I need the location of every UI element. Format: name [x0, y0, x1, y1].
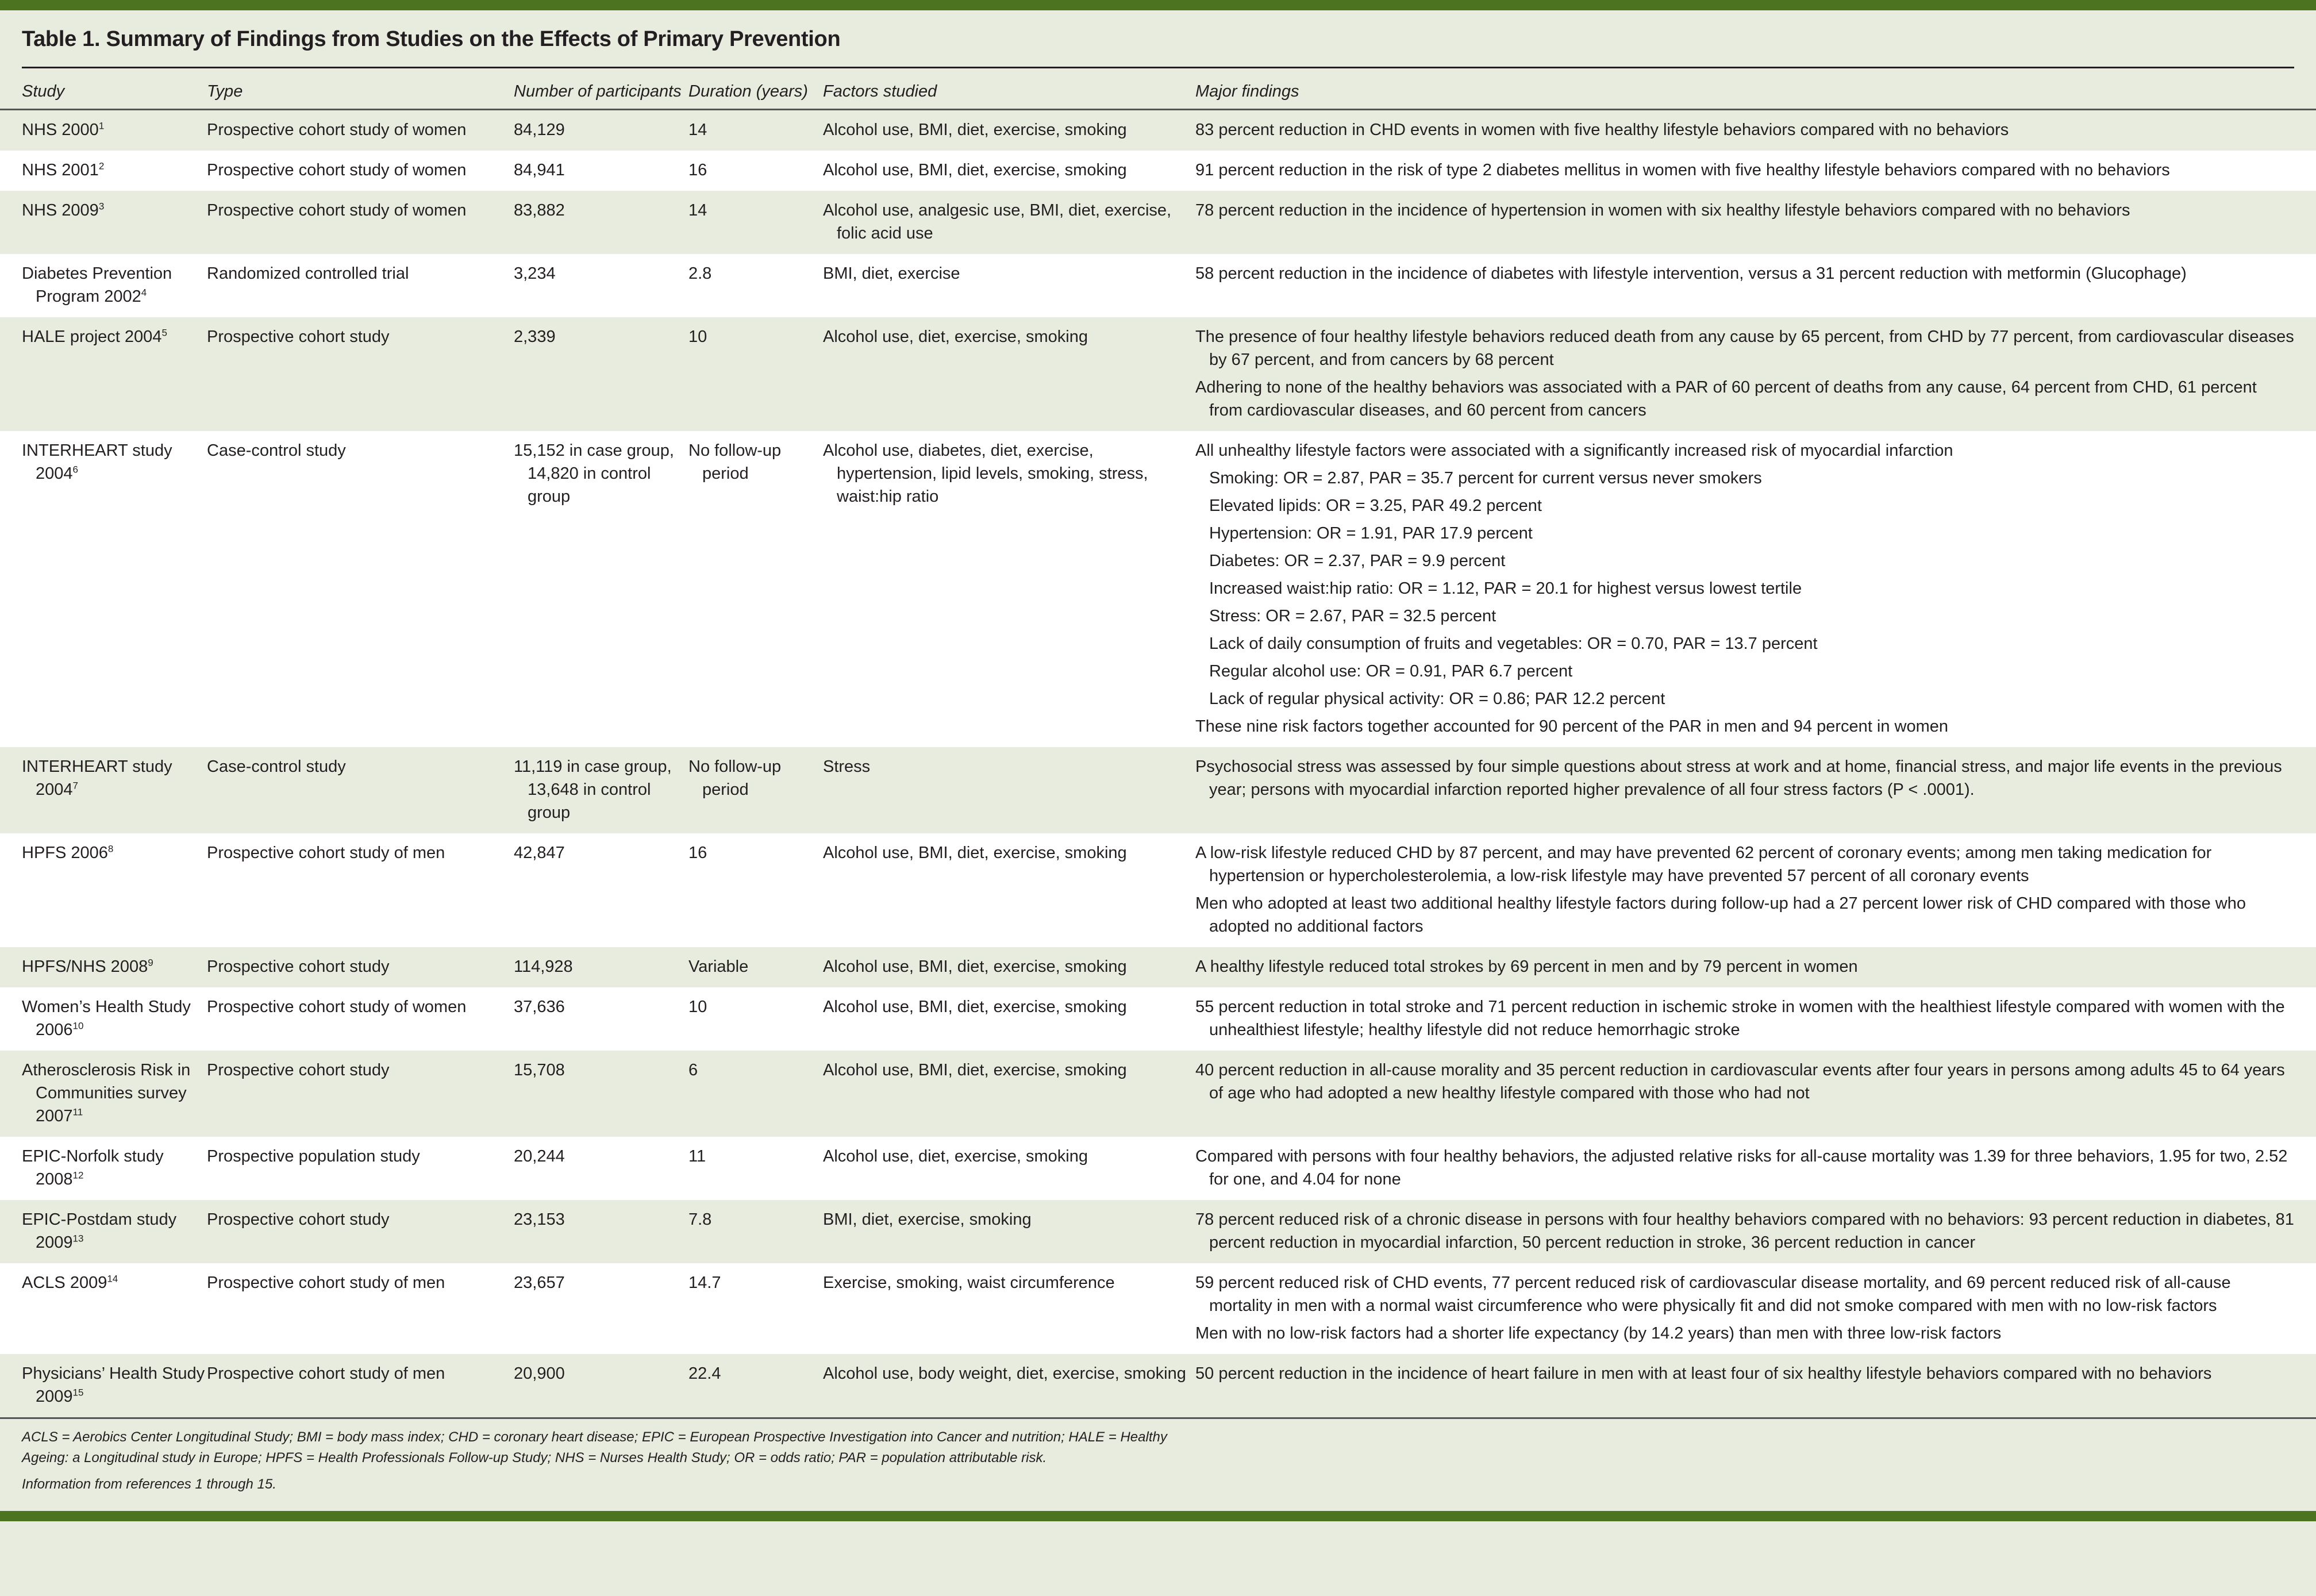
study-cell	[0, 1354, 207, 1418]
findings-cell	[1195, 431, 2316, 747]
study-cell	[0, 191, 207, 254]
study-cell	[0, 1200, 207, 1263]
factors-studied-cell	[823, 1137, 1195, 1200]
table-row	[0, 317, 2316, 431]
finding-item: Psychosocial stress was assessed by four simple questions about stress at work and at home, financial stress, and major life events in the previous year; persons with myocardial infarction reported higher prevalence of all four stress factors (P < .0001).	[1195, 757, 2282, 799]
study-type-cell	[207, 833, 514, 947]
study-type: Randomized controlled trial	[207, 264, 409, 283]
participants: 84,129	[514, 121, 565, 139]
duration: No follow-up period	[688, 757, 782, 799]
table-row	[0, 1200, 2316, 1263]
duration-cell	[688, 191, 823, 254]
participants-cell	[514, 151, 688, 191]
factors-studied-cell	[823, 987, 1195, 1051]
study-name-wrap	[22, 955, 207, 978]
participants-cell	[514, 317, 688, 431]
table-row	[0, 110, 2316, 151]
study-type: Prospective cohort study of men	[207, 1364, 445, 1383]
finding-item: 91 percent reduction in the risk of type 2 diabetes mellitus in women with five healthy lifestyle behaviors compared with no behaviors	[1195, 161, 2170, 179]
study-name-wrap	[22, 262, 207, 308]
participants-cell	[514, 833, 688, 947]
bottom-accent-bar	[0, 1511, 2316, 1521]
findings-cell	[1195, 833, 2316, 947]
duration: 14.7	[688, 1274, 721, 1292]
finding-item: 55 percent reduction in total stroke and 71 percent reduction in ischemic stroke in women with the healthiest lifestyle compared with women with the unhealthiest lifestyle; healthy lifestyle did not reduce hemorrhagic stroke	[1195, 998, 2285, 1039]
study-name-wrap	[22, 199, 207, 222]
study-name: Atherosclerosis Risk in Communities survey 2007	[22, 1061, 191, 1125]
reference-number: 8	[107, 843, 114, 855]
table-row	[0, 1354, 2316, 1418]
study-name: INTERHEART study 2004	[22, 441, 172, 483]
study-type: Case-control study	[207, 757, 346, 776]
table-row	[0, 833, 2316, 947]
participants-cell	[514, 110, 688, 151]
reference-number: 2	[98, 160, 105, 172]
study-name: INTERHEART study 2004	[22, 757, 172, 799]
participants: 42,847	[514, 844, 565, 862]
finding-item: Compared with persons with four healthy behaviors, the adjusted relative risks for all-cause mortality was 1.39 for three behaviors, 1.95 for two, 2.52 for one, and 4.04 for none	[1195, 1147, 2288, 1189]
reference-number: 13	[72, 1233, 84, 1244]
participants-cell	[514, 1200, 688, 1263]
duration: 7.8	[688, 1210, 712, 1229]
findings-cell	[1195, 747, 2316, 833]
finding-item: 78 percent reduction in the incidence of hypertension in women with six healthy lifestyle behaviors compared with no behaviors	[1195, 201, 2130, 220]
factors-studied: BMI, diet, exercise	[823, 264, 960, 283]
table-row	[0, 947, 2316, 987]
study-name: HALE project 2004	[22, 328, 162, 346]
participants-cell	[514, 1137, 688, 1200]
study-type-cell	[207, 191, 514, 254]
participants-cell	[514, 1263, 688, 1354]
factors-studied-cell	[823, 191, 1195, 254]
study-type-cell	[207, 987, 514, 1051]
study-cell	[0, 1263, 207, 1354]
findings-cell	[1195, 1354, 2316, 1418]
reference-number: 6	[72, 464, 78, 475]
title-rule	[22, 67, 2294, 68]
duration: 16	[688, 844, 707, 862]
finding-item: Hypertension: OR = 1.91, PAR 17.9 percent	[1209, 524, 1533, 543]
study-type-cell	[207, 947, 514, 987]
factors-studied: Alcohol use, BMI, diet, exercise, smoking	[823, 998, 1127, 1016]
study-name: NHS 2000	[22, 121, 99, 139]
table-row	[0, 987, 2316, 1051]
factors-studied: Alcohol use, BMI, diet, exercise, smoking	[823, 161, 1127, 179]
factors-studied-cell	[823, 151, 1195, 191]
findings-cell	[1195, 1051, 2316, 1137]
abbreviations-note: ACLS = Aerobics Center Longitudinal Study; BMI = body mass index; CHD = coronary heart disease; EPIC = European Prospective Investigation into Cancer and nutrition; HALE = Healthy Ageing: a Longitudinal study in Europe; HPFS = Health Professionals Follow-up Study; NHS = Nurses Health Study; OR = odds ratio; PAR = population attributable risk.	[22, 1429, 1167, 1466]
study-name-wrap	[22, 439, 207, 485]
study-type-cell	[207, 431, 514, 747]
findings-table	[0, 73, 2316, 1419]
findings-cell	[1195, 1137, 2316, 1200]
duration: 16	[688, 161, 707, 179]
participants: 37,636	[514, 998, 565, 1016]
finding-item: Stress: OR = 2.67, PAR = 32.5 percent	[1209, 607, 1496, 625]
factors-studied-cell	[823, 110, 1195, 151]
reference-number: 10	[72, 1020, 84, 1032]
factors-studied: Alcohol use, analgesic use, BMI, diet, exercise, folic acid use	[823, 201, 1172, 243]
participants-cell	[514, 747, 688, 833]
factors-studied-cell	[823, 1200, 1195, 1263]
finding-item: Elevated lipids: OR = 3.25, PAR 49.2 percent	[1209, 497, 1542, 515]
finding-item: Regular alcohol use: OR = 0.91, PAR 6.7 percent	[1209, 662, 1573, 680]
participants-cell	[514, 191, 688, 254]
table-title: Table 1. Summary of Findings from Studies on the Effects of Primary Prevention	[22, 27, 841, 51]
table-row	[0, 431, 2316, 747]
study-name: EPIC-Norfolk study 2008	[22, 1147, 164, 1189]
factors-studied: Alcohol use, BMI, diet, exercise, smoking	[823, 957, 1127, 976]
participants: 15,708	[514, 1061, 565, 1079]
study-cell	[0, 747, 207, 833]
reference-number: 15	[72, 1387, 84, 1398]
study-name-wrap	[22, 325, 207, 348]
factors-studied: Alcohol use, BMI, diet, exercise, smoking	[823, 844, 1127, 862]
finding-item: A low-risk lifestyle reduced CHD by 87 percent, and may have prevented 62 percent of coronary events; among men taking medication for hypertension or hypercholesterolemia, a low-risk lifestyle may have prevented 57 percent of all coronary events	[1195, 844, 2212, 885]
duration-cell	[688, 1051, 823, 1137]
header-findings: Major findings	[1195, 73, 2316, 110]
header-duration: Duration (years)	[688, 73, 823, 110]
participants-cell	[514, 987, 688, 1051]
study-type-cell	[207, 1200, 514, 1263]
source-note: Information from references 1 through 15.	[22, 1476, 276, 1492]
study-name-wrap	[22, 841, 207, 864]
factors-studied-cell	[823, 254, 1195, 317]
study-type-cell	[207, 1263, 514, 1354]
study-name: Women’s Health Study 2006	[22, 998, 191, 1039]
duration-cell	[688, 317, 823, 431]
reference-number: 14	[107, 1273, 118, 1285]
study-type: Prospective cohort study of women	[207, 201, 467, 220]
study-type: Prospective cohort study of women	[207, 161, 467, 179]
participants: 114,928	[514, 957, 573, 976]
factors-studied-cell	[823, 317, 1195, 431]
factors-studied: Alcohol use, body weight, diet, exercise, smoking	[823, 1364, 1186, 1383]
study-name: Physicians’ Health Study 2009	[22, 1364, 205, 1406]
study-type: Prospective cohort study	[207, 1210, 390, 1229]
factors-studied: Alcohol use, diabetes, diet, exercise, hypertension, lipid levels, smoking, stress, waist:hip ratio	[823, 441, 1148, 506]
duration: 10	[688, 328, 707, 346]
participants: 23,153	[514, 1210, 565, 1229]
duration-cell	[688, 833, 823, 947]
duration-cell	[688, 747, 823, 833]
duration: No follow-up period	[688, 441, 782, 483]
table-row	[0, 1137, 2316, 1200]
header-study: Study	[0, 73, 207, 110]
study-cell	[0, 1051, 207, 1137]
duration-cell	[688, 1200, 823, 1263]
duration-cell	[688, 1137, 823, 1200]
reference-number: 9	[148, 957, 153, 968]
participants: 83,882	[514, 201, 565, 220]
reference-number: 12	[72, 1170, 84, 1181]
reference-number: 3	[98, 201, 105, 212]
study-cell	[0, 254, 207, 317]
finding-item: Men with no low-risk factors had a shorter life expectancy (by 14.2 years) than men with three low-risk factors	[1195, 1324, 2002, 1343]
study-type: Prospective cohort study of men	[207, 1274, 445, 1292]
table-footnotes	[22, 1427, 1171, 1511]
finding-item: 78 percent reduced risk of a chronic disease in persons with four healthy behaviors compared with no behaviors: 93 percent reduction in diabetes, 81 percent reduction in myocardial infarction, 50 percent reduction in stroke, 36 percent reduction in cancer	[1195, 1210, 2294, 1252]
duration: 14	[688, 201, 707, 220]
reference-number: 4	[141, 287, 147, 298]
table-row	[0, 191, 2316, 254]
study-name-wrap	[22, 755, 207, 801]
study-type: Prospective cohort study	[207, 957, 390, 976]
finding-item: Smoking: OR = 2.87, PAR = 35.7 percent for current versus never smokers	[1209, 469, 1762, 487]
finding-item: 40 percent reduction in all-cause morality and 35 percent reduction in cardiovascular events after four years in persons among adults 45 to 64 years of age who had adopted a new healthy lifestyle compared with those who had not	[1195, 1061, 2285, 1102]
participants: 3,234	[514, 264, 556, 283]
duration-cell	[688, 110, 823, 151]
finding-item: Lack of daily consumption of fruits and vegetables: OR = 0.70, PAR = 13.7 percent	[1209, 634, 1818, 653]
participants: 20,900	[514, 1364, 565, 1383]
duration-cell	[688, 1263, 823, 1354]
study-type: Prospective cohort study	[207, 1061, 390, 1079]
factors-studied: Alcohol use, BMI, diet, exercise, smoking	[823, 121, 1127, 139]
study-cell	[0, 431, 207, 747]
factors-studied-cell	[823, 833, 1195, 947]
table-row	[0, 151, 2316, 191]
finding-item: All unhealthy lifestyle factors were associated with a significantly increased risk of myocardial infarction	[1195, 441, 1953, 460]
study-cell	[0, 110, 207, 151]
duration-cell	[688, 151, 823, 191]
reference-number: 7	[72, 780, 78, 791]
study-name: Diabetes Prevention Program 2002	[22, 264, 172, 306]
study-type-cell	[207, 317, 514, 431]
study-type-cell	[207, 1051, 514, 1137]
study-type-cell	[207, 151, 514, 191]
finding-item: Men who adopted at least two additional healthy lifestyle factors during follow-up had a 27 percent lower risk of CHD compared with those who adopted no additional factors	[1195, 894, 2246, 936]
participants-cell	[514, 947, 688, 987]
participants-cell	[514, 254, 688, 317]
study-type: Prospective cohort study of women	[207, 121, 467, 139]
factors-studied-cell	[823, 431, 1195, 747]
study-type-cell	[207, 747, 514, 833]
findings-cell	[1195, 317, 2316, 431]
findings-cell	[1195, 254, 2316, 317]
study-name-wrap	[22, 118, 207, 141]
participants: 2,339	[514, 328, 556, 346]
study-type-cell	[207, 1137, 514, 1200]
factors-studied: Exercise, smoking, waist circumference	[823, 1274, 1115, 1292]
findings-cell	[1195, 1200, 2316, 1263]
study-name-wrap	[22, 1208, 207, 1254]
factors-studied-cell	[823, 947, 1195, 987]
study-cell	[0, 947, 207, 987]
participants: 15,152 in case group, 14,820 in control group	[514, 441, 674, 506]
findings-cell	[1195, 947, 2316, 987]
participants-cell	[514, 1354, 688, 1418]
factors-studied-cell	[823, 747, 1195, 833]
study-name-wrap	[22, 159, 207, 182]
table-row	[0, 747, 2316, 833]
findings-cell	[1195, 987, 2316, 1051]
study-name-wrap	[22, 995, 207, 1041]
duration-cell	[688, 987, 823, 1051]
duration: 6	[688, 1061, 698, 1079]
participants: 84,941	[514, 161, 565, 179]
finding-item: A healthy lifestyle reduced total strokes by 69 percent in men and by 79 percent in women	[1195, 957, 1858, 976]
study-type: Case-control study	[207, 441, 346, 460]
study-cell	[0, 317, 207, 431]
table-row	[0, 1051, 2316, 1137]
study-name: HPFS 2006	[22, 844, 108, 862]
participants: 20,244	[514, 1147, 565, 1166]
study-name-wrap	[22, 1059, 207, 1128]
participants-cell	[514, 1051, 688, 1137]
factors-studied: Alcohol use, diet, exercise, smoking	[823, 328, 1088, 346]
finding-item: Diabetes: OR = 2.37, PAR = 9.9 percent	[1209, 552, 1506, 570]
header-type: Type	[207, 73, 514, 110]
study-name-wrap	[22, 1271, 207, 1294]
finding-item: Adhering to none of the healthy behaviors was associated with a PAR of 60 percent of deaths from any cause, 64 percent from CHD, 61 percent from cardiovascular diseases, and 60 percent from cancers	[1195, 378, 2257, 420]
study-name: ACLS 2009	[22, 1274, 107, 1292]
participants: 11,119 in case group, 13,648 in control group	[514, 757, 672, 822]
duration-cell	[688, 254, 823, 317]
study-name: NHS 2001	[22, 161, 99, 179]
study-name-wrap	[22, 1145, 207, 1191]
study-type-cell	[207, 254, 514, 317]
finding-item: These nine risk factors together accounted for 90 percent of the PAR in men and 94 percent in women	[1195, 717, 1949, 736]
study-cell	[0, 833, 207, 947]
participants: 23,657	[514, 1274, 565, 1292]
finding-item: Lack of regular physical activity: OR = 0.86; PAR 12.2 percent	[1209, 690, 1665, 708]
factors-studied-cell	[823, 1051, 1195, 1137]
duration: 22.4	[688, 1364, 721, 1383]
study-name-wrap	[22, 1362, 207, 1408]
header-participants: Number of participants	[514, 73, 688, 110]
duration-cell	[688, 947, 823, 987]
study-type: Prospective cohort study of men	[207, 844, 445, 862]
finding-item: 59 percent reduced risk of CHD events, 77 percent reduced risk of cardiovascular disease mortality, and 69 percent reduced risk of all-cause mortality in men with a normal waist circumference who were physically fit and did not smoke compared with men with no low-risk factors	[1195, 1274, 2231, 1315]
factors-studied-cell	[823, 1263, 1195, 1354]
study-type-cell	[207, 1354, 514, 1418]
reference-number: 1	[98, 120, 105, 132]
study-cell	[0, 151, 207, 191]
findings-cell	[1195, 191, 2316, 254]
duration: Variable	[688, 957, 749, 976]
participants-cell	[514, 431, 688, 747]
study-type: Prospective cohort study	[207, 328, 390, 346]
duration: 2.8	[688, 264, 712, 283]
factors-studied: Stress	[823, 757, 871, 776]
finding-item: 83 percent reduction in CHD events in women with five healthy lifestyle behaviors compared with no behaviors	[1195, 121, 2009, 139]
duration: 10	[688, 998, 707, 1016]
duration: 14	[688, 121, 707, 139]
finding-item: Increased waist:hip ratio: OR = 1.12, PAR = 20.1 for highest versus lowest tertile	[1209, 579, 1802, 598]
study-name: EPIC-Postdam study 2009	[22, 1210, 177, 1252]
findings-cell	[1195, 1263, 2316, 1354]
finding-item: The presence of four healthy lifestyle behaviors reduced death from any cause by 65 percent, from CHD by 77 percent, from cardiovascular diseases by 67 percent, and from cancers by 68 percent	[1195, 328, 2294, 369]
study-name: NHS 2009	[22, 201, 99, 220]
reference-number: 5	[161, 327, 167, 339]
table-row	[0, 1263, 2316, 1354]
finding-item: 50 percent reduction in the incidence of heart failure in men with at least four of six healthy lifestyle behaviors compared with no behaviors	[1195, 1364, 2212, 1383]
factors-studied: Alcohol use, BMI, diet, exercise, smoking	[823, 1061, 1127, 1079]
study-type-cell	[207, 110, 514, 151]
header-factors: Factors studied	[823, 73, 1195, 110]
factors-studied-cell	[823, 1354, 1195, 1418]
study-type: Prospective population study	[207, 1147, 420, 1166]
study-cell	[0, 1137, 207, 1200]
study-type: Prospective cohort study of women	[207, 998, 467, 1016]
factors-studied: BMI, diet, exercise, smoking	[823, 1210, 1032, 1229]
header-row	[0, 73, 2316, 110]
reference-number: 11	[72, 1106, 83, 1118]
duration: 11	[688, 1147, 706, 1166]
top-accent-bar	[0, 0, 2316, 10]
findings-cell	[1195, 151, 2316, 191]
duration-cell	[688, 431, 823, 747]
findings-cell	[1195, 110, 2316, 151]
study-cell	[0, 987, 207, 1051]
table-row	[0, 254, 2316, 317]
factors-studied: Alcohol use, diet, exercise, smoking	[823, 1147, 1088, 1166]
duration-cell	[688, 1354, 823, 1418]
study-name: HPFS/NHS 2008	[22, 957, 148, 976]
finding-item: 58 percent reduction in the incidence of diabetes with lifestyle intervention, versus a 31 percent reduction with metformin (Glucophage)	[1195, 264, 2187, 283]
